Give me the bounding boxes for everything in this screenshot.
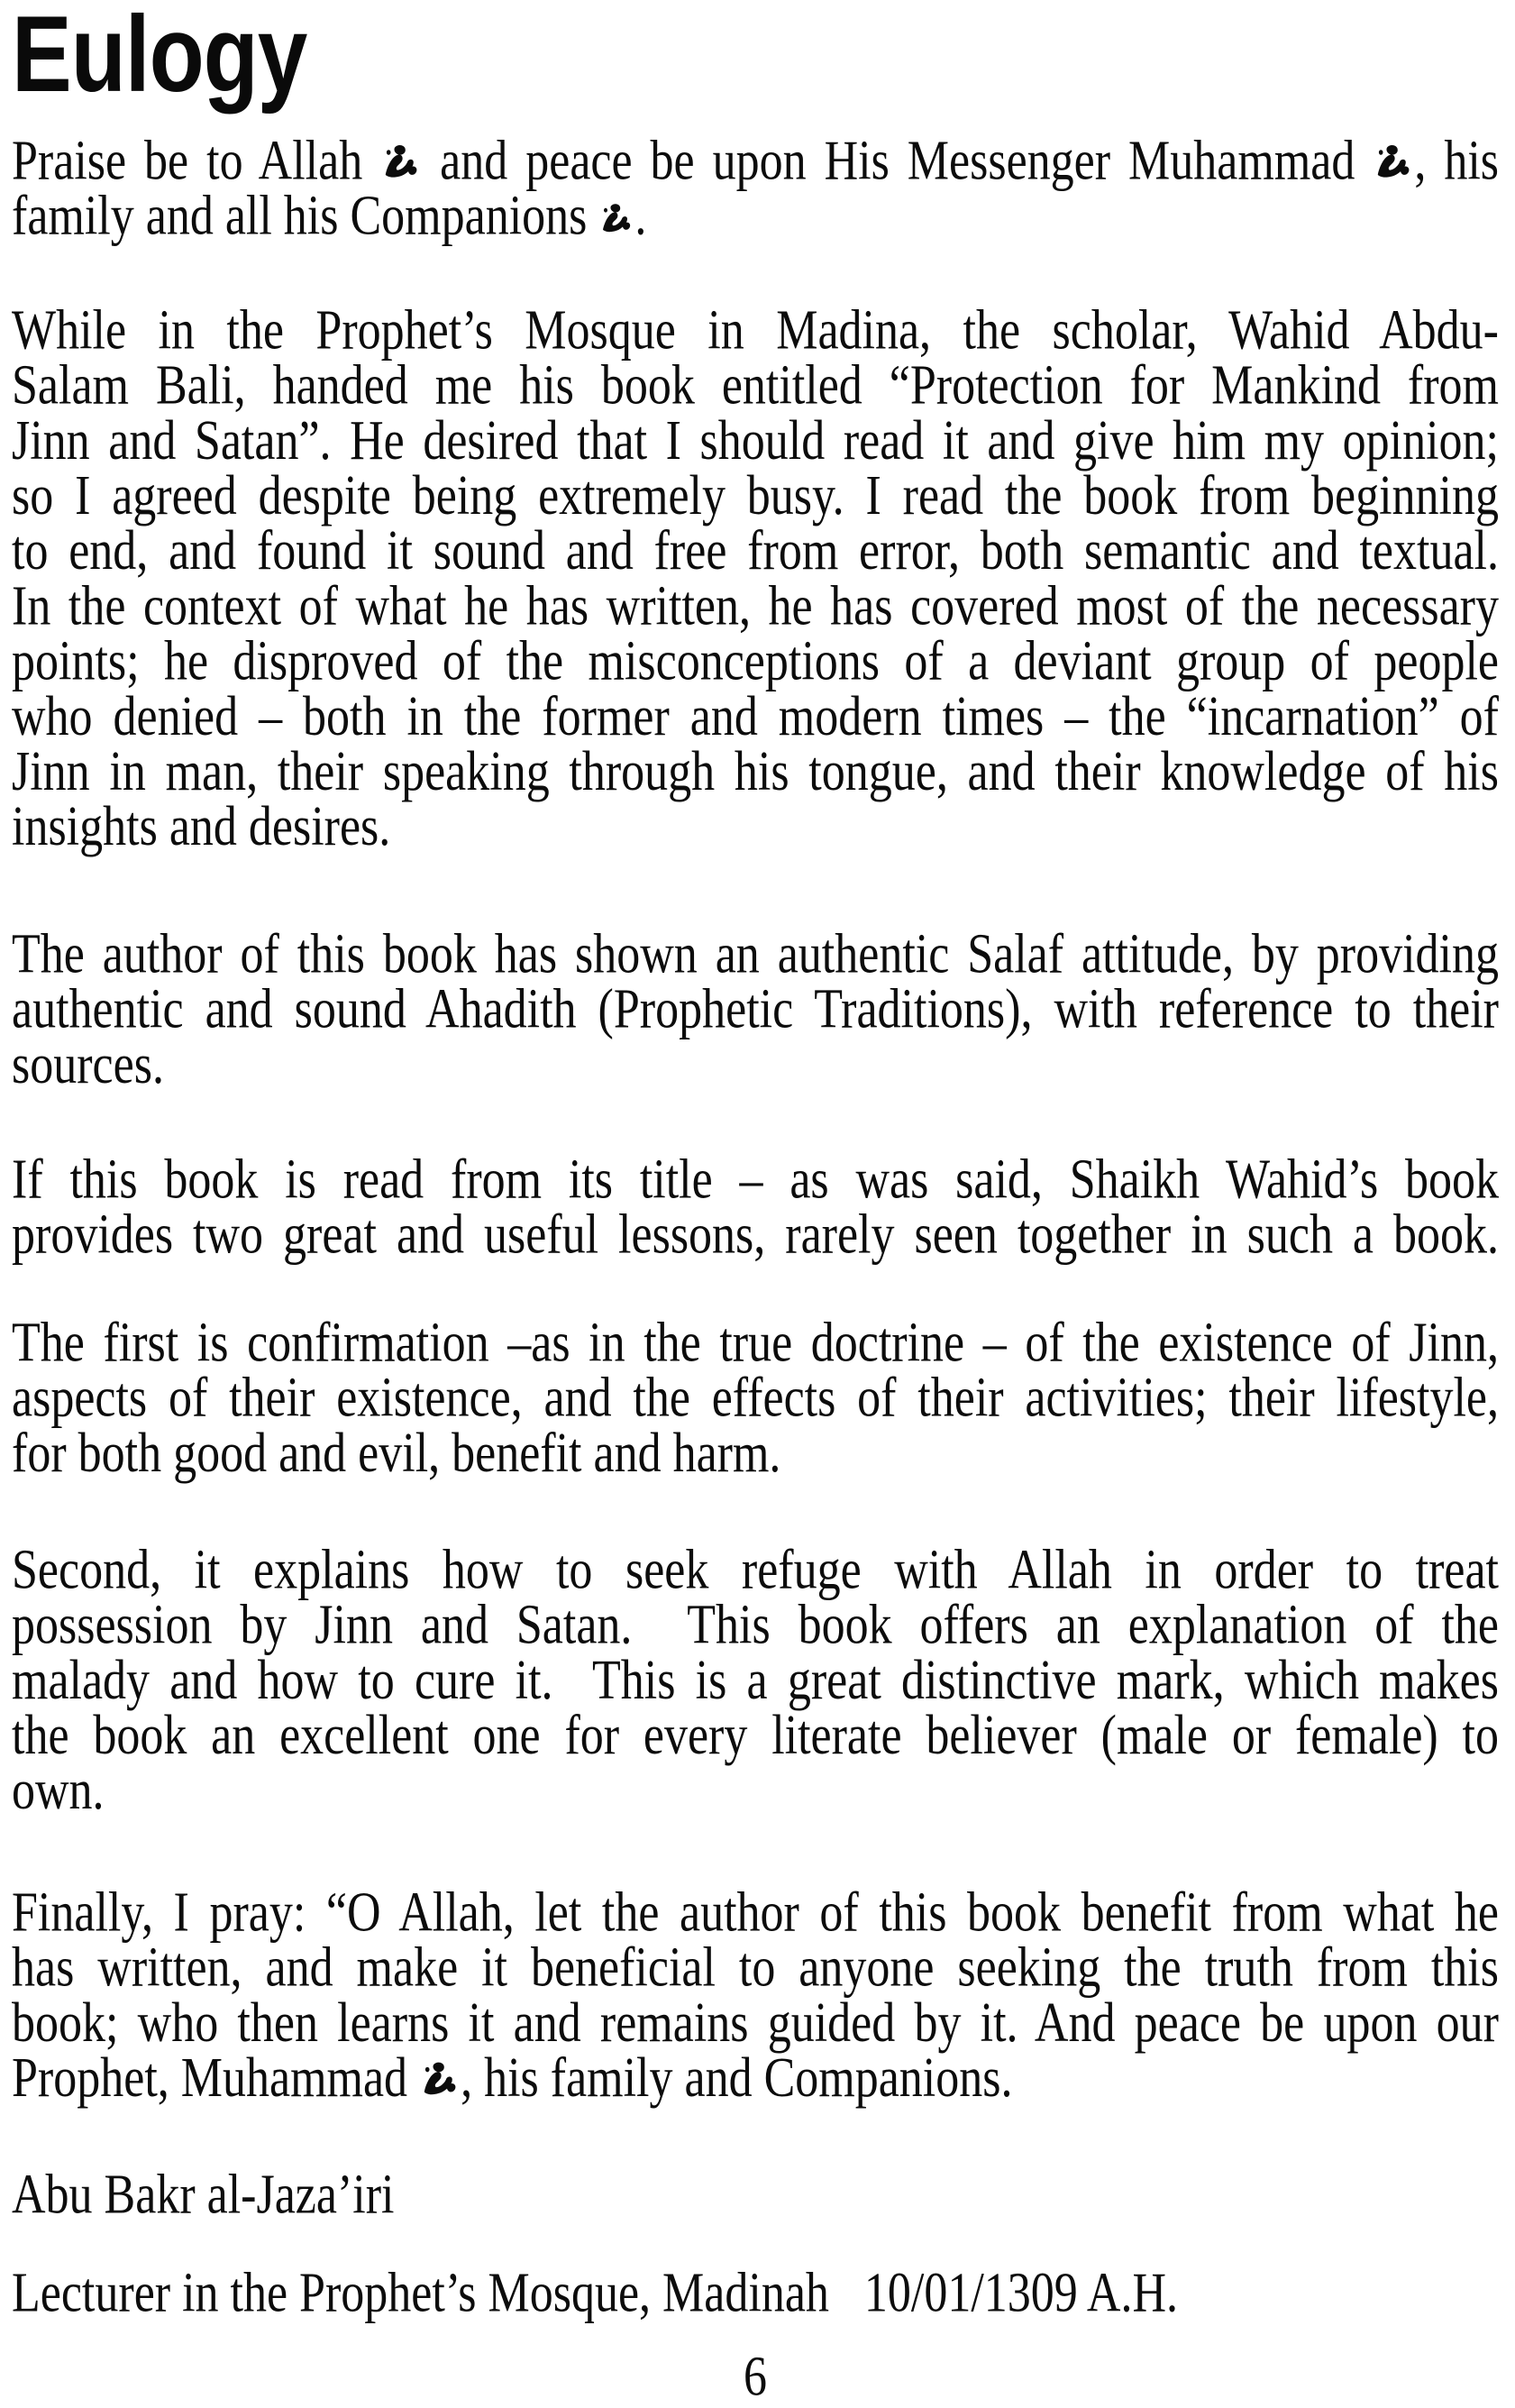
text-line: Jinn in man, their speaking through his tongue, and their knowledge of his xyxy=(12,741,1499,803)
text-line: provides two great and useful lessons, rarely seen together in such a book. xyxy=(12,1204,1499,1266)
paragraph-two-lessons xyxy=(12,1149,1499,1266)
paragraph-opening-blessing xyxy=(12,130,1500,247)
text-line: family and all his Companions . xyxy=(12,185,647,247)
text-line: book; who then learns it and remains guided by it. And peace be upon our xyxy=(12,1991,1499,2055)
honorific-muhammad-icon xyxy=(1373,142,1414,188)
text-line: malady and how to cure it. This is a great distinctive mark, which makes xyxy=(12,1649,1499,1712)
text-line: points; he disproved of the misconceptions of a deviant group of people xyxy=(12,630,1499,692)
text-line: possession by Jinn and Satan. This book offers an explanation of the xyxy=(12,1594,1499,1656)
text-line: authentic and sound Ahadith (Prophetic Traditions), with reference to their xyxy=(12,978,1499,1040)
text-line: to end, and found it sound and free from error, both semantic and textual. xyxy=(12,520,1499,582)
text-line: sources. xyxy=(12,1033,164,1096)
text-line: The first is confirmation –as in the true doctrine – of the existence of Jinn, xyxy=(12,1312,1499,1374)
honorific-companions-icon xyxy=(598,200,634,242)
text-line: for both good and evil, benefit and harm. xyxy=(12,1422,781,1485)
byline: Lecturer in the Prophet’s Mosque, Madinah 10/01/1309 A.H. xyxy=(12,2262,1179,2324)
text-line: own. xyxy=(12,1760,105,1822)
text-line: In the context of what he has written, he has covered most of the necessary xyxy=(12,575,1499,637)
text-line: If this book is read from its title – as was said, Shaikh Wahid’s book xyxy=(12,1149,1499,1211)
paragraph-book-introduction xyxy=(12,299,1499,858)
honorific-allah-icon xyxy=(380,142,422,188)
text-line: who denied – both in the former and modern times – the “incarnation” of xyxy=(12,685,1499,748)
text-line: aspects of their existence, and the effects of their activities; their lifestyle, xyxy=(12,1367,1499,1429)
text-line: the book an excellent one for every literate believer (male or female) to xyxy=(12,1705,1499,1767)
text-line: Salam Bali, handed me his book entitled “Protection for Mankind from xyxy=(12,354,1499,417)
paragraph-salaf-attitude xyxy=(12,923,1499,1096)
text-line: Praise be to Allah and peace be upon His Messenger Muhammad , his xyxy=(12,130,1500,192)
text-line: has written, and make it beneficial to anyone seeking the truth from this xyxy=(12,1936,1499,1999)
page-number: 6 xyxy=(744,2346,767,2408)
page-title: Eulogy xyxy=(12,0,307,115)
text-line: The author of this book has shown an authentic Salaf attitude, by providing xyxy=(12,923,1499,985)
text-line: Second, it explains how to seek refuge with Allah in order to treat xyxy=(12,1539,1499,1601)
paragraph-first-lesson xyxy=(12,1312,1499,1485)
signature: Abu Bakr al-Jaza’iri xyxy=(12,2164,395,2226)
paragraph-closing-prayer xyxy=(12,1882,1499,2110)
paragraph-second-lesson xyxy=(12,1539,1499,1822)
text-line: so I agreed despite being extremely busy. I read the book from beginning xyxy=(12,465,1499,527)
text-line: Jinn and Satan”. He desired that I should read it and give him my opinion; xyxy=(12,409,1499,472)
text-line: While in the Prophet’s Mosque in Madina, the scholar, Wahid Abdu- xyxy=(12,299,1499,362)
text-line: Prophet, Muhammad , his family and Companions. xyxy=(12,2047,1013,2110)
text-line: insights and desires. xyxy=(12,796,391,858)
honorific-muhammad-icon xyxy=(419,2059,461,2104)
text-line: Finally, I pray: “O Allah, let the author of this book benefit from what he xyxy=(12,1882,1499,1944)
